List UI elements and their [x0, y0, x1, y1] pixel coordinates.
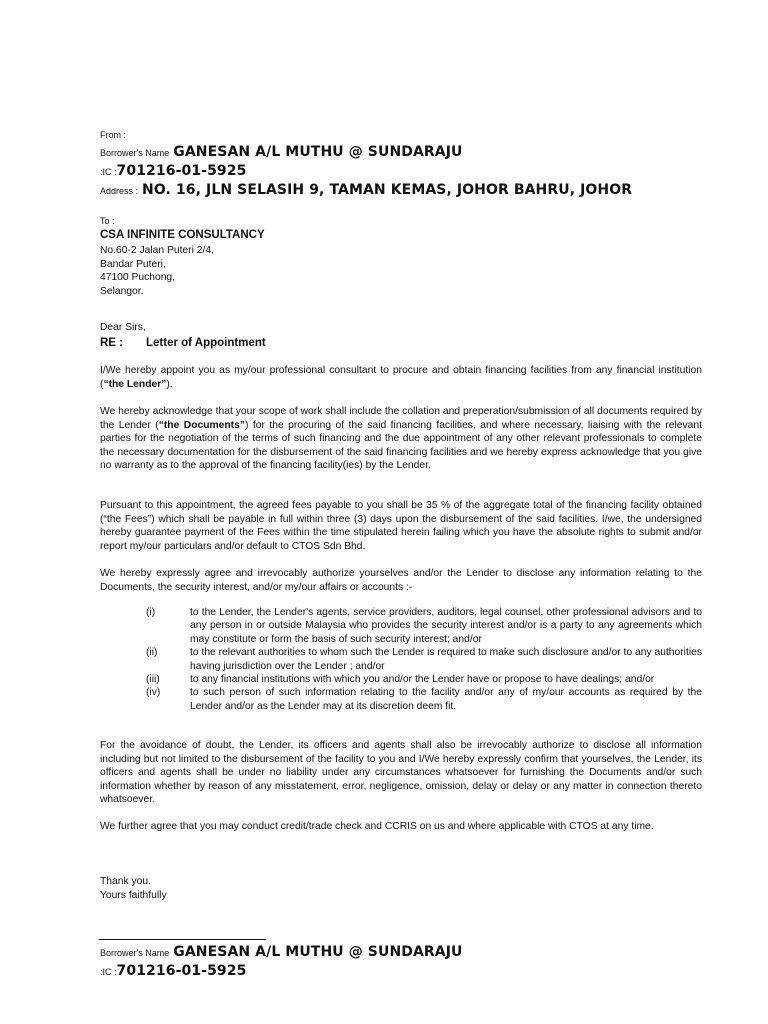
- borrower-name-label: Borrower's Name: [100, 148, 170, 158]
- list-item: [100, 646, 702, 673]
- recipient-address-line: Bandar Puteri,: [100, 258, 166, 270]
- recipient-address-line: Selangor.: [100, 285, 144, 297]
- borrower-address: NO. 16, JLN SELASIH 9, TAMAN KEMAS, JOHOR BAHRU, JOHOR: [142, 182, 633, 198]
- to-label: To :: [100, 216, 115, 226]
- recipient-address-line: No.60-2 Jalan Puteri 2/4,: [100, 245, 214, 256]
- defined-term: “the Lender”: [103, 378, 167, 390]
- list-number: (iv): [146, 687, 161, 699]
- paragraph-disclosure: [100, 567, 702, 594]
- disclosure-list: [100, 606, 702, 713]
- ic-number: 701216-01-5925: [116, 963, 247, 979]
- defined-term: “the Documents”: [158, 419, 245, 431]
- paragraph-scope: [100, 405, 702, 473]
- paragraph-text: ) for the procuring of the said financing facilities, and where necessary, liaising with the relevant parties for the negotiation of the terms of such financing and the due appointment of any other relevant professionals to complete the necessary documentation for the disbursement of the said financing facilities and we hereby express acknowledge that you give no warranty as to the approval of the financing facility(ies) by the Lender.: [100, 419, 702, 472]
- ic-number: 701216-01-5925: [116, 163, 247, 179]
- closing-ic-row: [100, 962, 246, 980]
- closing-yours-faithfully: Yours faithfully: [100, 890, 167, 901]
- borrower-name-label: Borrower's Name: [100, 948, 170, 958]
- paragraph-appointment: [100, 364, 702, 391]
- list-item: [100, 686, 702, 713]
- recipient-company: CSA INFINITE CONSULTANCY: [100, 229, 265, 241]
- re-line: [100, 337, 266, 349]
- re-label: RE :: [100, 337, 123, 349]
- list-number: (ii): [146, 647, 158, 659]
- ic-label: :IC :: [100, 167, 117, 177]
- paragraph-text: I/We hereby appoint you as my/our professional consultant to procure and obtain financing facilities from any financial institution (: [100, 365, 702, 390]
- paragraph-text: For the avoidance of doubt, the Lender, its officers and agents shall also be irrevocably authorize to disclose all information including but not limited to the disbursement of the facility to you and I/We hereby expressly confirm that yourselves, the Lender, its officers and agents shall be under no liability under any circumstances whatsoever for furnishing the Documents and/or such information whether by reason of any misstatement, error, negligence, omission, delay or delay or any matter in connection thereto whatsoever.: [100, 740, 702, 806]
- paragraph-text: We hereby acknowledge that your scope of work shall include the collation and preperation/submission of all documents required by the Lender (: [100, 406, 702, 431]
- paragraph-credit-check: [100, 820, 702, 834]
- list-text: to the relevant authorities to whom such the Lender is required to make such disclosure and/or to any authorities having jurisdiction over the Lender ; and/or: [190, 647, 702, 672]
- borrower-name: GANESAN A/L MUTHU @ SUNDARAJU: [173, 144, 463, 160]
- recipient-address-line: 47100 Puchong,: [100, 272, 176, 284]
- list-text: to the Lender, the Lender's agents, service providers, auditors, legal counsel, other professional advisors and to any person in or outside Malaysia who provides the security interest and/or is a party to any agreements which may constitute or form the basis of such security interest; and/or: [190, 607, 702, 645]
- from-address-row: [100, 181, 632, 199]
- paragraph-text: Pursuant to this appointment, the agreed fees payable to you shall be 35 % of the aggregate total of the financing facility obtained (“the Fees”) which shall be payable in full within three (3) days upon the disbursement of the said facilities. I/we, the undersigned hereby guarantee payment of the Fees within the time stipulated herein failing which you have the absolute rights to submit and/or report my/our particulars and/or default to CTOS Sdn Bhd.: [100, 500, 702, 552]
- from-borrower-row: [100, 143, 463, 161]
- recipient-address: [100, 244, 214, 298]
- from-label: From :: [100, 130, 126, 140]
- list-text: to any financial institutions with which you and/or the Lender have or propose to have dealings; and/or: [190, 674, 655, 686]
- paragraph-avoidance-of-doubt: [100, 739, 702, 807]
- list-number: (iii): [146, 674, 160, 686]
- closing-thanks: Thank you.: [100, 876, 151, 887]
- list-text: to such person of such information relating to the facility and/or any of my/our accounts as required by the Lender and/or as the Lender may at its discretion deem fit.: [190, 687, 702, 712]
- address-label: Address :: [100, 186, 139, 196]
- list-item: [100, 673, 702, 686]
- re-subject: Letter of Appointment: [146, 337, 266, 349]
- list-item: [100, 606, 702, 646]
- from-ic-row: [100, 162, 246, 180]
- signature-line: [99, 939, 266, 940]
- ic-label: :IC :: [100, 967, 117, 977]
- closing-borrower-row: [100, 943, 463, 961]
- list-number: (i): [146, 607, 156, 618]
- paragraph-text: ).: [166, 378, 173, 390]
- paragraph-fees: [100, 499, 702, 553]
- paragraph-text: We further agree that you may conduct credit/trade check and CCRIS on us and where applicable with CTOS at any time.: [100, 821, 654, 832]
- borrower-name: GANESAN A/L MUTHU @ SUNDARAJU: [173, 944, 463, 960]
- paragraph-text: We hereby expressly agree and irrevocably authorize yourselves and/or the Lender to disclose any information relating to the Documents, the security interest, and/or my/our affairs or accounts :-: [100, 568, 702, 593]
- salutation: Dear Sirs,: [100, 322, 146, 333]
